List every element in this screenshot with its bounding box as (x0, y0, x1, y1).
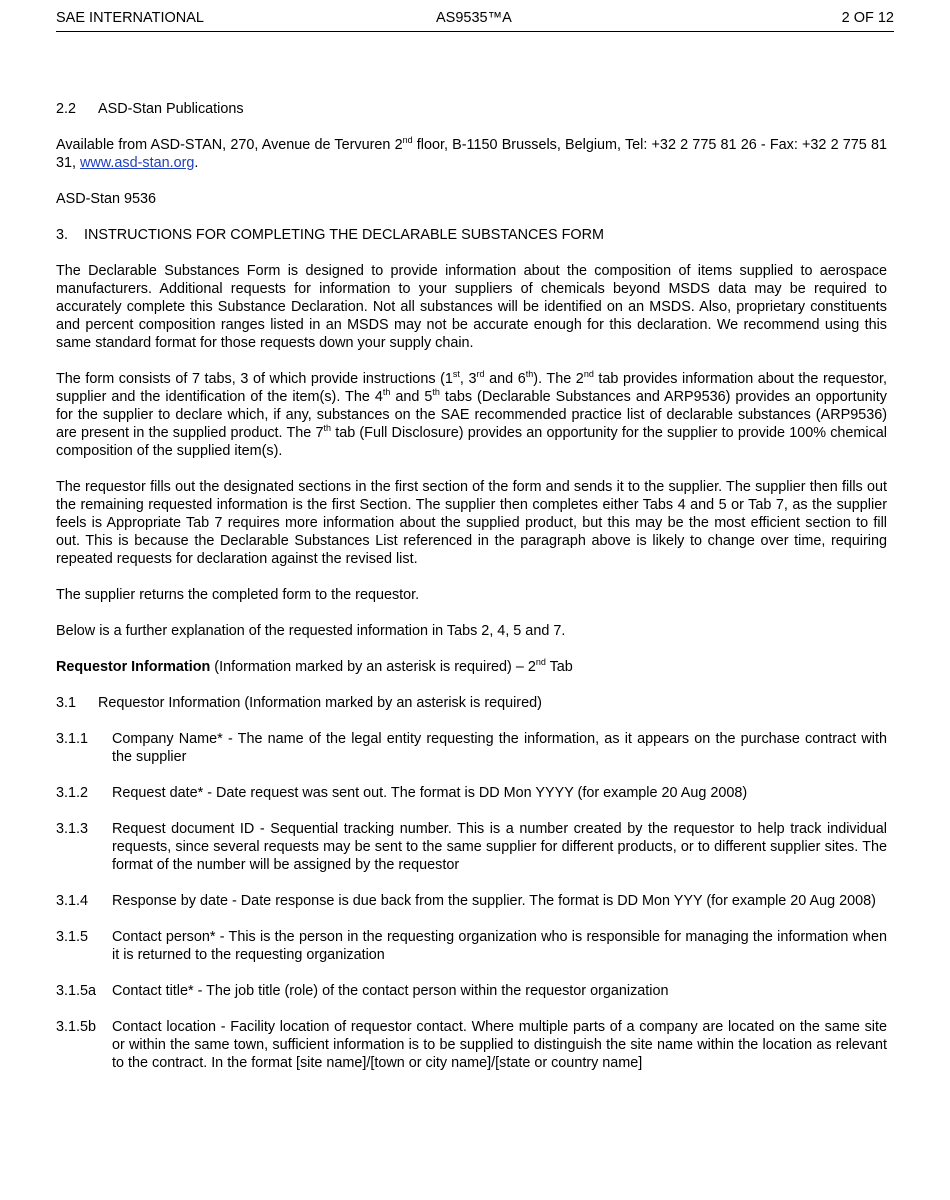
section-3-heading (56, 226, 887, 244)
text-run: , 3 (459, 371, 477, 387)
section-title: INSTRUCTIONS FOR COMPLETING THE DECLARABLE SUBSTANCES FORM (84, 227, 604, 243)
superscript: th (323, 423, 331, 433)
text-run: Tab (545, 659, 573, 675)
superscript: st (452, 369, 460, 379)
page-header (56, 9, 894, 32)
header-organization: SAE INTERNATIONAL (56, 10, 204, 26)
item-text: Contact title* - The job title (role) of the contact person within the requestor organization (112, 983, 669, 999)
text-run: tab (Full Disclosure) provides an opportunity for the supplier to provide 100% chemical composition of the supplied item(s). (56, 425, 888, 459)
requestor-information-heading (56, 658, 887, 676)
list-item (56, 1018, 887, 1072)
asd-stan-website-link[interactable]: www.asd-stan.org (80, 155, 195, 171)
text-run: . (194, 155, 199, 171)
paragraph-form-tabs (56, 370, 887, 460)
item-number: 3.1.2 (56, 785, 89, 801)
text-run: floor, B-1150 Brussels, Belgium, Tel: +32 2 775 81 26 - Fax: +32 2 775 81 31, (56, 137, 887, 171)
document-body (56, 100, 887, 1072)
item-number: 3.1.4 (56, 893, 89, 909)
paragraph-form-purpose: The Declarable Substances Form is designed to provide information about the composition of items supplied to aerospace manufacturers. Additional requests for information to your suppliers of chemicals beyond MSDS data may be required to accurately complete this Substance Declaration. Not all substances will be identified on an MSDS. Also, proprietary constituents and percent composition ranges listed in an MSDS may not be accurate enough for this declaration. We recommend using this same standard format for those requests down your supply chain. (56, 263, 887, 351)
text-run: ). The 2 (533, 371, 584, 387)
section-number: 3.1 (56, 695, 77, 711)
superscript: th (525, 369, 534, 379)
text-run: (Information marked by an asterisk is required) – 2 (210, 659, 536, 675)
item-number: 3.1.3 (56, 821, 89, 837)
item-number: 3.1.1 (56, 731, 89, 747)
list-item (56, 982, 887, 1000)
superscript: nd (583, 369, 594, 379)
list-item (56, 784, 887, 802)
reference-asd-stan-9536: ASD-Stan 9536 (56, 191, 156, 207)
text-run: The form consists of 7 tabs, 3 of which provide instructions (1 (56, 371, 453, 387)
text-run: and 6 (484, 371, 526, 387)
item-text: Contact location - Facility location of requestor contact. Where multiple parts of a company are located on the same site or within the same town, sufficient information is to be supplied to distinguish the site name within the location as relevant to the contract. In the format [site name]/[town or city name]/[state or country name] (112, 1019, 887, 1071)
list-item (56, 730, 887, 766)
paragraph-requestor-process: The requestor fills out the designated sections in the first section of the form and sends it to the supplier. The supplier then fills out the remaining requested information is the first Section. The supplier then completes either Tabs 4 and 5 or Tab 7, as the supplier feels is Appropriate Tab 7 requires more information about the supplied product, but this may be the most efficient section to fill out. This is because the Declarable Substances List referenced in the paragraph above is likely to change over time, requiring repeated requests for declaration against the revised list. (56, 479, 887, 567)
list-item (56, 892, 887, 910)
item-number: 3.1.5a (56, 983, 97, 999)
section-2-2-heading (56, 100, 887, 118)
superscript: rd (476, 369, 485, 379)
item-text: Company Name* - The name of the legal entity requesting the information, as it appears on the purchase contract with the supplier (112, 731, 887, 765)
header-page-number: 2 OF 12 (841, 10, 894, 26)
item-number: 3.1.5b (56, 1019, 97, 1035)
list-item (56, 820, 887, 874)
item-text: Contact person* - This is the person in the requesting organization who is responsible for managing the information when it is returned to the requesting organization (112, 929, 887, 963)
list-item (56, 928, 887, 964)
superscript: nd (535, 657, 546, 667)
text-run: tab provides information about the requestor, supplier and the identification of the item(s). The 4 (56, 371, 888, 405)
section-number: 2.2 (56, 101, 77, 117)
bold-label: Requestor Information (56, 659, 211, 675)
section-title: Requestor Information (Information marked by an asterisk is required) (98, 695, 542, 711)
section-3-1-heading (56, 694, 887, 712)
text-run: Available from ASD-STAN, 270, Avenue de Tervuren 2 (56, 137, 403, 153)
item-text: Response by date - Date response is due back from the supplier. The format is DD Mon YYY (for example 20 Aug 2008) (112, 893, 876, 909)
paragraph-further-explanation: Below is a further explanation of the requested information in Tabs 2, 4, 5 and 7. (56, 623, 566, 639)
section-number: 3. (56, 227, 69, 243)
item-text: Request date* - Date request was sent out. The format is DD Mon YYYY (for example 20 Aug 2008) (112, 785, 748, 801)
section-title: ASD-Stan Publications (98, 101, 244, 117)
availability-paragraph (56, 136, 887, 172)
text-run: and 5 (390, 389, 433, 405)
paragraph-supplier-returns: The supplier returns the completed form to the requestor. (56, 587, 420, 603)
header-document-id: AS9535™A (436, 10, 512, 26)
item-text: Request document ID - Sequential tracking number. This is a number created by the requestor to help track individual requests, since several requests may be sent to the same supplier for different products, or to different supplier sites. The format of the number will be assigned by the requestor (112, 821, 887, 873)
superscript: th (382, 387, 391, 397)
text-run: tabs (Declarable Substances and ARP9536) provides an opportunity for the supplier to declare which, if any, substances on the SAE recommended practice list of declarable substances (ARP9536) are present in the supplied product. The 7 (56, 389, 887, 441)
item-number: 3.1.5 (56, 929, 89, 945)
superscript: th (432, 387, 440, 397)
superscript: nd (402, 135, 413, 145)
